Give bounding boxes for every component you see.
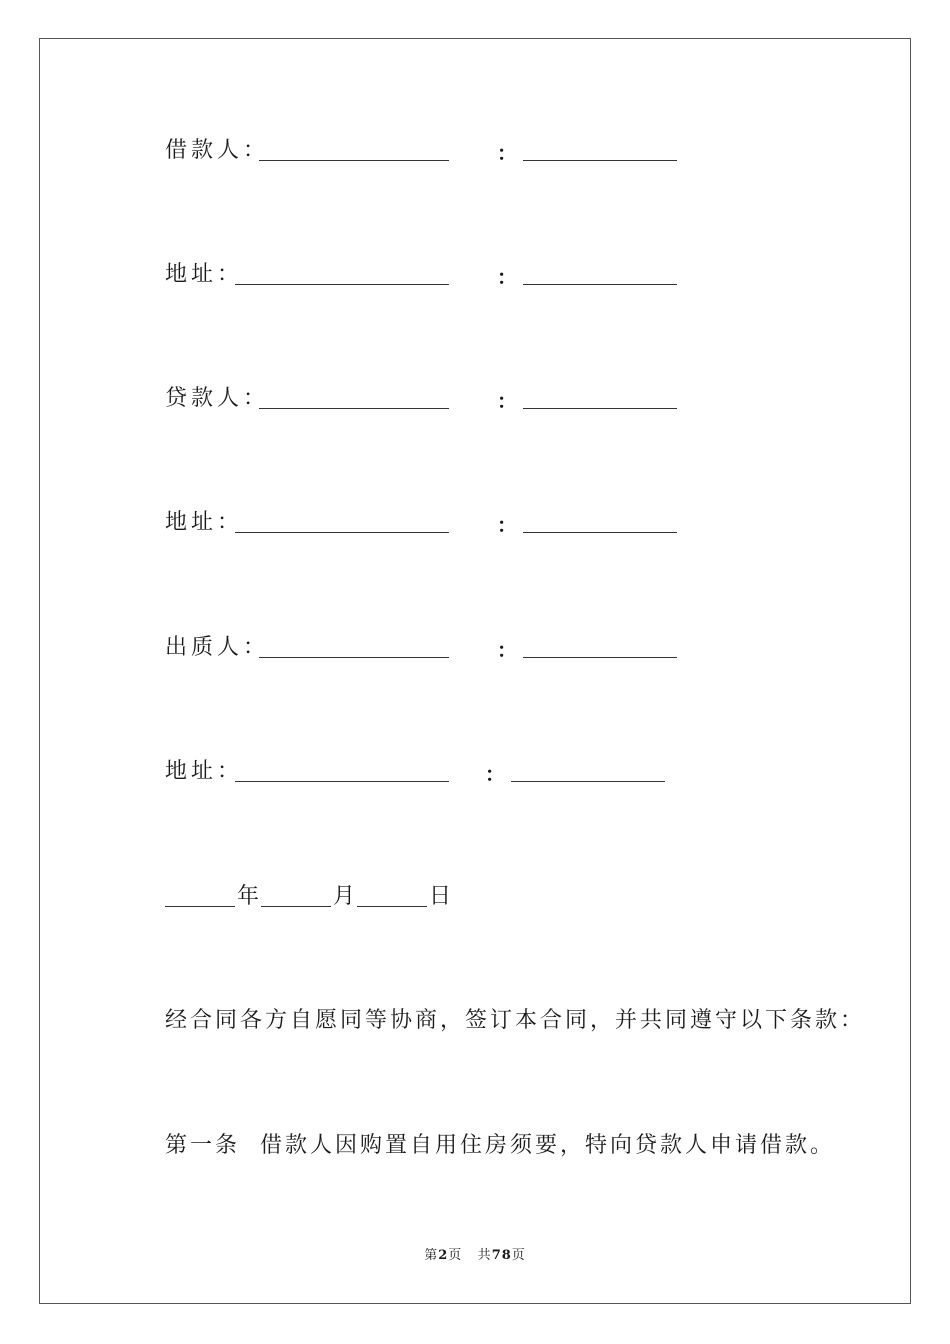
date-year-label: 年 (237, 884, 260, 909)
borrower-extra-blank[interactable] (523, 160, 677, 161)
date-year-blank[interactable] (165, 906, 235, 907)
lender-address-label: 地址： (165, 510, 244, 535)
borrower-label: 借款人： (165, 138, 270, 163)
date-day-blank[interactable] (357, 906, 427, 907)
article-1-paragraph: 第一条 借款人因购置自用住房须要，特向贷款人申请借款。 (165, 1133, 835, 1158)
borrower-name-blank[interactable] (259, 160, 449, 161)
pledgor-colon: ： (497, 638, 517, 662)
lender-label: 贷款人： (165, 386, 270, 411)
date-month-label: 月 (333, 884, 356, 909)
pledgor-name-blank[interactable] (259, 657, 449, 658)
lender-colon: ： (497, 389, 517, 413)
pledgor-label: 出质人： (165, 635, 270, 660)
footer-page-suffix: 页 (448, 1248, 463, 1263)
lender-address-extra-blank[interactable] (523, 532, 677, 533)
footer-total-pages: 78 (491, 1248, 512, 1263)
lender-address-colon: ： (497, 513, 517, 537)
footer-page-number: 2 (438, 1248, 449, 1263)
borrower-colon: ： (497, 141, 517, 165)
pledgor-extra-blank[interactable] (523, 657, 677, 658)
pledgor-address-blank[interactable] (235, 781, 449, 782)
lender-name-blank[interactable] (259, 408, 449, 409)
footer-total-prefix: 共 (477, 1248, 492, 1263)
footer-page-prefix: 第 (424, 1248, 439, 1263)
borrower-address-label: 地址： (165, 262, 244, 287)
lender-extra-blank[interactable] (523, 408, 677, 409)
page-footer (0, 1248, 950, 1264)
footer-total-suffix: 页 (511, 1248, 526, 1263)
page-border (39, 38, 911, 1304)
pledgor-address-extra-blank[interactable] (511, 781, 665, 782)
date-day-label: 日 (429, 884, 452, 909)
borrower-address-extra-blank[interactable] (523, 284, 677, 285)
lender-address-blank[interactable] (235, 532, 449, 533)
borrower-address-colon: ： (497, 265, 517, 289)
pledgor-address-colon: ： (485, 762, 505, 786)
pledgor-address-label: 地址： (165, 759, 244, 784)
date-month-blank[interactable] (261, 906, 331, 907)
intro-paragraph: 经合同各方自愿同等协商，签订本合同，并共同遵守以下条款： (165, 1008, 866, 1033)
borrower-address-blank[interactable] (235, 284, 449, 285)
